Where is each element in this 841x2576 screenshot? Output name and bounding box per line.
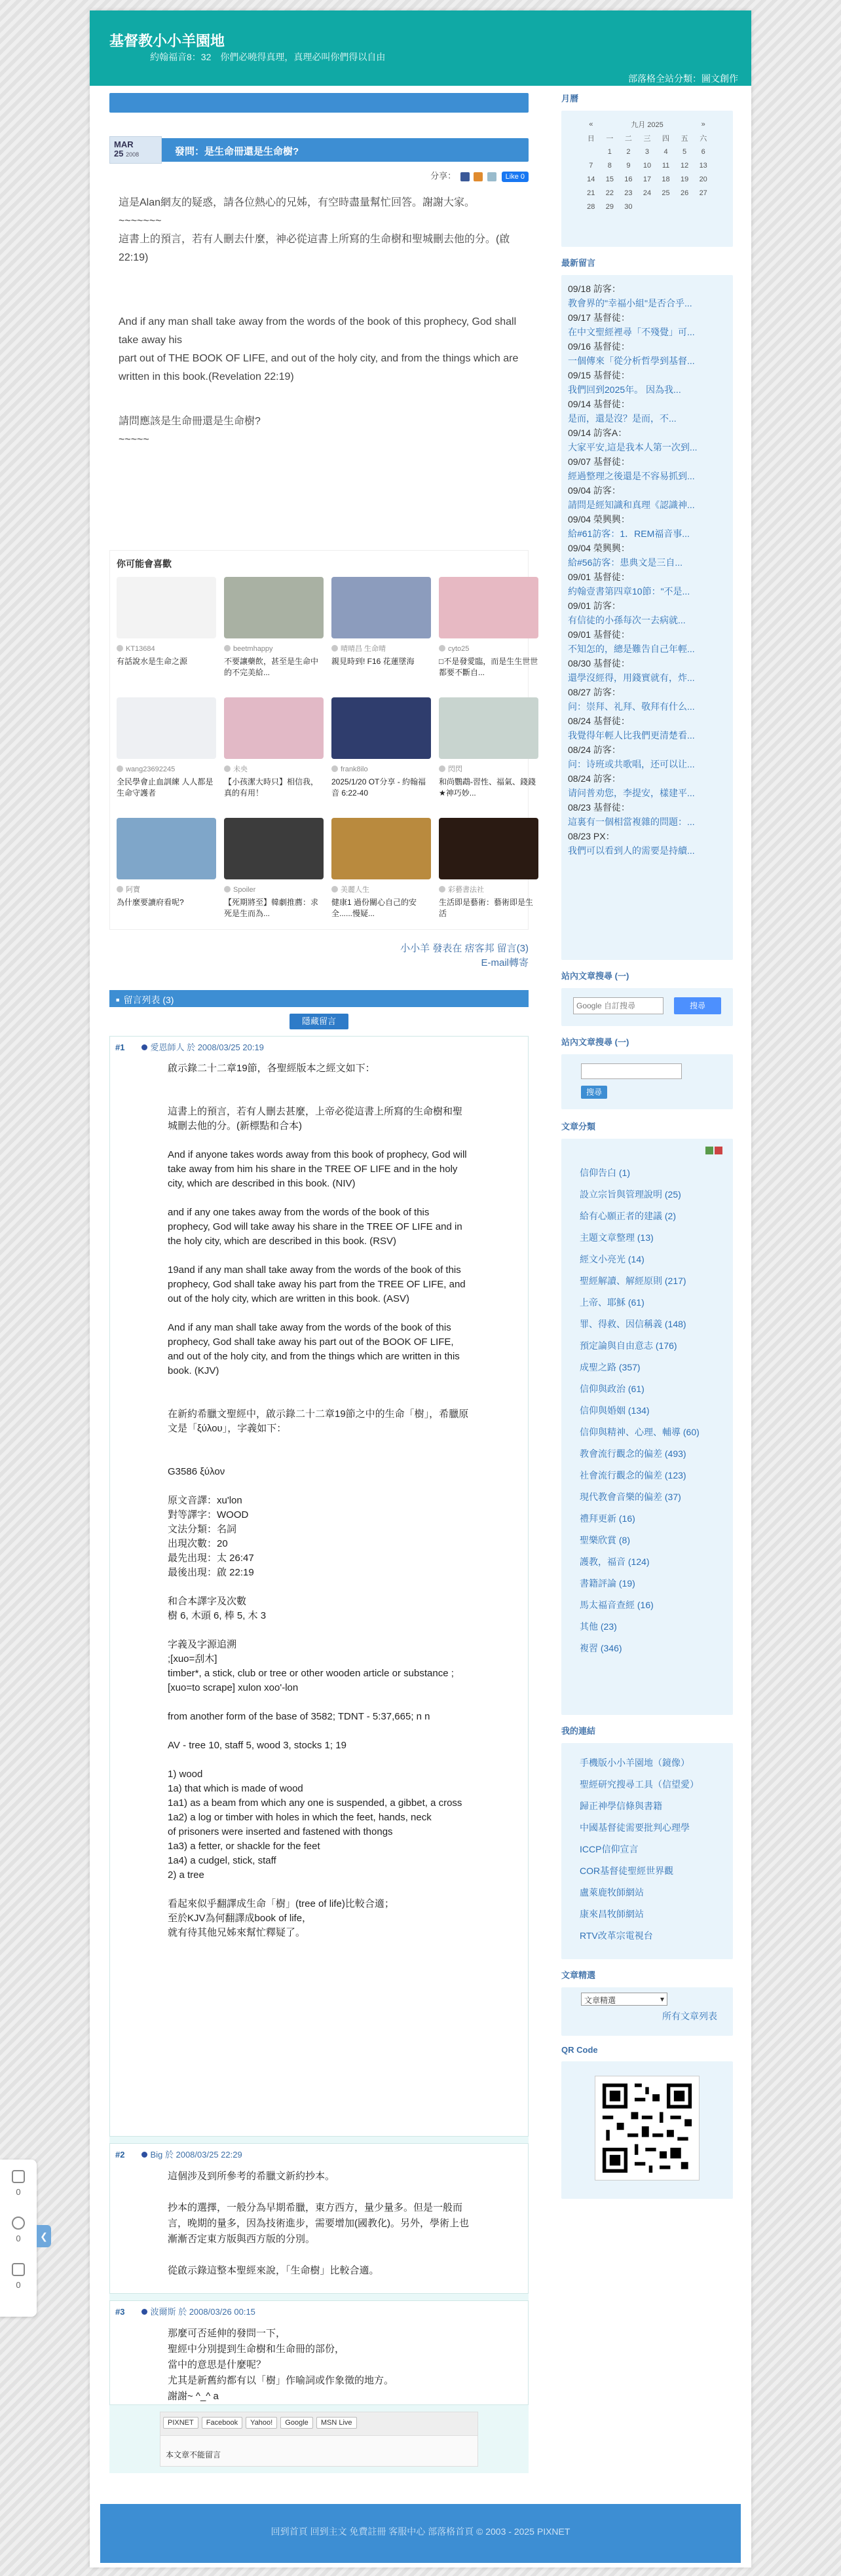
category-item[interactable]: 其他 (23) [580, 1621, 617, 1632]
external-link[interactable]: RTV改革宗電視台 [580, 1930, 653, 1941]
category-item[interactable]: 預定論與自由意志 (176) [580, 1340, 677, 1351]
card-thumbnail [117, 697, 216, 759]
qr-code-icon [595, 2076, 700, 2180]
post-body [109, 194, 529, 449]
comment-meta [115, 2305, 523, 2319]
recent-comment-link[interactable]: 教會界的"幸福小組"是否合乎... [568, 298, 692, 308]
post-footer-meta[interactable]: 小小羊 發表在 痞客邦 留言(3) [400, 943, 529, 954]
comment-meta [115, 2148, 523, 2162]
card-author: KT13684 [117, 644, 216, 655]
calendar-next-icon[interactable]: » [701, 120, 705, 128]
category-toggle-icons[interactable] [705, 1147, 722, 1156]
external-link[interactable]: ICCP信仰宣言 [580, 1844, 639, 1854]
recent-comment-meta: 09/16 基督徒： [568, 341, 630, 352]
bookmark-icon[interactable] [12, 2170, 25, 2183]
external-link[interactable]: 中國基督徒需要批判心理學 [580, 1822, 690, 1833]
blog-header [90, 10, 751, 86]
post-year: 2008 [126, 151, 140, 158]
post-paragraph: 這是Alan網友的疑惑，請各位熱心的兄姊，有空時盡量幫忙回答。謝謝大家。 ~~~~~~~ 這書上的預言，若有人刪去什麼，神必從這書上所寫的生命樹和聖城刪去他的分。(啟22:19) [119, 197, 510, 263]
category-item[interactable]: 信仰與精神、心理、輔導 (60) [580, 1427, 700, 1437]
category-credit[interactable]: 部落格全站分類：圖文創作 [628, 73, 738, 84]
recommended-card[interactable] [117, 577, 216, 688]
recent-comment-meta: 09/01 基督徒： [568, 572, 630, 582]
calendar-weekday: 二 [624, 134, 632, 143]
calendar-day[interactable]: 1 [607, 147, 612, 156]
card-author: frank8ilo [331, 764, 431, 775]
google-share-button[interactable]: Google [280, 2417, 312, 2429]
card-text: 有話說水是生命之源 [117, 657, 188, 666]
card-text: 親見時到! F16 花蓮墜海 [331, 657, 415, 666]
chevron-down-icon: ▾ [660, 1995, 664, 2004]
post-footer [109, 942, 529, 970]
google-search-box [561, 988, 733, 1026]
category-item[interactable]: 給有心願正者的建議 (2) [580, 1211, 676, 1221]
comment-text: 那麼可否延伸的發問一下， 聖經中分別提到生命樹和生命冊的部份， 當中的意思是什麼呢？ 尤其是新舊約都有以「樹」作喻詞或作象徵的地方。 謝謝~ ^_^ a [168, 2328, 394, 2402]
recent-comment-link[interactable]: 我們可以看到人的需要是持續... [568, 845, 695, 856]
comment-number: #1 [115, 1042, 125, 1052]
comment-meta [115, 1040, 523, 1055]
recommended-card[interactable] [117, 697, 216, 809]
card-author: 未央 [224, 764, 324, 775]
calendar-day[interactable]: 7 [589, 161, 593, 170]
card-thumbnail [224, 697, 324, 759]
external-link[interactable]: 聖經研究搜尋工具（信望愛） [580, 1779, 699, 1790]
calendar-title: 月曆 [561, 94, 579, 103]
card-text: 【死期將至】韓劇推薦：求死是生而為... [224, 898, 319, 918]
share-icon[interactable] [12, 2263, 25, 2276]
email-forward-link[interactable]: E-mail轉寄 [481, 957, 529, 968]
archive-select[interactable] [581, 1993, 667, 2006]
recommended-card[interactable] [224, 577, 324, 688]
share-bar [109, 169, 529, 185]
card-text: 全民學會止血訓練 人人都是生命守護者 [117, 777, 214, 798]
archive-box [561, 1987, 733, 2036]
links-list [561, 1743, 733, 1959]
social-buttons-row [160, 2412, 477, 2436]
card-text: 2025/1/20 OT分享 - 約翰福音 6:22-40 [331, 777, 426, 798]
card-text: □不是發愛臨，而是生生世世都要不斷自... [439, 657, 538, 677]
recommended-card[interactable] [331, 818, 431, 929]
external-link[interactable]: 盧萊鹿牧師網站 [580, 1887, 644, 1898]
recent-comment-meta: 08/23 基督徒： [568, 802, 630, 813]
calendar-day [656, 200, 675, 213]
comment-number: #2 [115, 2150, 125, 2160]
comments-closed-note: 本文章不能留言 [166, 2450, 221, 2459]
calendar-day[interactable]: 24 [643, 189, 652, 197]
category-item[interactable]: 馬太福音查經 (16) [580, 1600, 654, 1610]
site-footer[interactable]: 回到首頁 回到主文 免費註冊 客服中心 部落格首頁 © 2003 - 2025 PIXNET [100, 2504, 741, 2563]
post-month: MAR [114, 139, 134, 149]
site-search-button[interactable]: 搜尋 [581, 1086, 607, 1099]
search-title: 站內文章搜尋 (一) [561, 971, 629, 981]
calendar-day[interactable]: 11 [662, 161, 670, 170]
recent-comment-meta: 08/27 訪客： [568, 687, 621, 697]
recommended-card[interactable] [439, 697, 538, 809]
category-item[interactable]: 禮拜更新 (16) [580, 1513, 635, 1524]
calendar-day[interactable]: 19 [680, 175, 689, 183]
search-title-2: 站內文章搜尋 (一) [561, 1037, 629, 1047]
recent-comment-link[interactable]: 我們回到2025年。 因為我... [568, 384, 681, 395]
recommended-card[interactable] [439, 577, 538, 688]
calendar-day [638, 200, 657, 213]
comment-item [109, 1036, 529, 2137]
calendar-day[interactable]: 17 [643, 175, 652, 183]
card-text: 【小孩潔大時只】相信我，真的有用！ [224, 777, 319, 798]
twitter-share-icon[interactable] [487, 172, 496, 181]
blog-title[interactable]: 基督教小小羊園地 [109, 33, 225, 49]
comments-list [109, 1036, 529, 2473]
floating-action-bar [0, 2160, 37, 2317]
pixnet-share-button[interactable]: PIXNET [163, 2417, 198, 2429]
archive-title: 文章精選 [561, 1970, 596, 1980]
card-text: 生活即是藝術：藝術即是生活 [439, 898, 534, 918]
all-posts-link[interactable]: 所有文章列表 [662, 2011, 717, 2021]
reaction-count: 0 [16, 2234, 21, 2243]
recent-comment-meta: 08/24 基督徒： [568, 716, 630, 726]
card-author: wang23692245 [117, 764, 216, 775]
calendar-day[interactable]: 13 [699, 161, 707, 170]
calendar-day[interactable]: 14 [587, 175, 595, 183]
category-item[interactable]: 教會流行觀念的偏差 (493) [580, 1448, 686, 1459]
card-thumbnail [117, 577, 216, 638]
calendar-month: 九月 2025 [631, 120, 663, 129]
calendar-day[interactable]: 12 [680, 161, 689, 170]
recent-comment-link[interactable]: 不知怎的，總是難告自己年輕... [568, 644, 695, 654]
hide-comments-button[interactable]: 隱藏留言 [290, 1014, 348, 1029]
recent-comment-meta: 09/04 榮興興： [568, 543, 630, 553]
calendar-weekday: 四 [662, 134, 670, 143]
like-button[interactable]: Like 0 [502, 172, 529, 182]
calendar-day[interactable]: 29 [605, 202, 614, 211]
calendar-weekday: 五 [681, 134, 688, 143]
calendar-day[interactable]: 20 [699, 175, 707, 183]
recent-comment-meta: 09/01 訪客： [568, 600, 621, 611]
card-text: 和尚鸚鵡-習性、福氣、錢錢★神巧妙... [439, 777, 536, 798]
card-author: cyto25 [439, 644, 538, 655]
collapse-tab-icon[interactable]: ❮ [37, 2225, 51, 2247]
comment-number: #3 [115, 2307, 125, 2317]
category-item[interactable]: 聖樂欣賞 (8) [580, 1535, 630, 1545]
avatar-icon [141, 2152, 147, 2158]
recent-comment-link[interactable]: 約翰壹書第四章10節："不是... [568, 586, 690, 597]
recent-comment-link[interactable]: 還學沒經得，用錢實就有，炸... [568, 672, 695, 683]
recent-comments-title: 最新留言 [561, 258, 596, 268]
category-item[interactable]: 上帝、耶穌 (61) [580, 1297, 645, 1308]
comment-author-date: 波爾斯 於 2008/03/26 00:15 [150, 2307, 255, 2317]
categories-box [561, 1139, 733, 1715]
recent-comment-meta: 09/04 榮興興： [568, 514, 630, 524]
plurk-share-icon[interactable] [474, 172, 483, 181]
category-item[interactable]: 罪、得救、因信稱義 (148) [580, 1319, 686, 1329]
recent-comment-meta: 09/01 基督徒： [568, 629, 630, 640]
external-link[interactable]: 手機版小小羊園地（鏡像） [580, 1757, 690, 1768]
avatar-icon [141, 2309, 147, 2315]
card-thumbnail [439, 577, 538, 638]
calendar-day [694, 200, 713, 213]
categories-list [568, 1145, 726, 1659]
recent-comment-link[interactable]: 在中文聖經裡尋「不殘覺」可... [568, 327, 695, 337]
card-thumbnail [224, 577, 324, 638]
page-wrapper [90, 10, 751, 2567]
recent-comment-meta: 09/17 基督徒： [568, 312, 630, 323]
calendar-day [582, 145, 601, 158]
reaction-icon[interactable] [12, 2217, 25, 2230]
bookmark-count: 0 [16, 2187, 21, 2197]
recent-comment-link[interactable]: 请问普劝您，李提安，樣建平... [568, 788, 695, 798]
recent-comment-meta: 09/18 訪客： [568, 284, 621, 294]
facebook-share-icon[interactable] [460, 172, 470, 181]
card-text: 為什麼要讀府看呢? [117, 898, 184, 907]
post-title[interactable]: 發問：是生命冊還是生命樹? [162, 138, 529, 162]
site-search-input[interactable] [581, 1063, 682, 1079]
comment-item [109, 2300, 529, 2405]
share-count: 0 [16, 2280, 21, 2290]
facebook-share-button[interactable]: Facebook [202, 2417, 242, 2429]
calendar-weekday: 三 [643, 134, 651, 143]
yahoo-share-button[interactable]: Yahoo! [246, 2417, 277, 2429]
recommended-card[interactable] [331, 577, 431, 688]
card-text: 健康1 過份關心自己的安全......慢疑... [331, 898, 417, 918]
recommended-card[interactable] [117, 818, 216, 929]
card-thumbnail [331, 577, 431, 638]
qr-box [561, 2061, 733, 2199]
calendar-day[interactable]: 30 [624, 202, 633, 211]
calendar-day[interactable]: 16 [624, 175, 633, 183]
external-link[interactable]: COR基督徒聖經世界觀 [580, 1866, 674, 1876]
calendar-day[interactable]: 4 [663, 147, 668, 156]
external-link[interactable]: 歸正神學信條與書籍 [580, 1801, 662, 1811]
category-item[interactable]: 聖經解讀、解經原則 (217) [580, 1276, 686, 1286]
recent-comment-meta: 09/07 基督徒： [568, 456, 630, 467]
recent-comment-link[interactable]: 請問是經知識和真理《認識神... [568, 500, 695, 510]
category-item[interactable]: 信仰與婚姻 (134) [580, 1405, 650, 1416]
social-bookmarks [160, 2412, 478, 2467]
card-author: 彩藝書法社 [439, 885, 538, 896]
recommended-card[interactable] [224, 697, 324, 809]
external-link[interactable]: 康來昌牧師網站 [580, 1909, 644, 1919]
msn-share-button[interactable]: MSN Live [316, 2417, 357, 2429]
recent-comment-link[interactable]: 是而，還是沒？是而，不... [568, 413, 677, 424]
category-item[interactable]: 設立宗旨與管理說明 (25) [580, 1189, 681, 1200]
recent-comment-meta: 09/04 訪客： [568, 485, 621, 496]
calendar-day[interactable]: 21 [587, 189, 595, 197]
recent-comment-meta: 08/24 訪客： [568, 773, 621, 784]
recent-comment-meta: 09/14 基督徒： [568, 399, 630, 409]
calendar-day[interactable]: 26 [680, 189, 689, 197]
card-text: 不要讓藥飲，甚至是生命中的不完美給... [224, 657, 319, 677]
site-search-box [561, 1054, 733, 1109]
recent-comment-link[interactable]: 我覺得年輕人比我們更清楚看... [568, 730, 695, 741]
recent-comment-link[interactable]: 一個傳來「從分析哲學到基督... [568, 356, 695, 366]
card-thumbnail [439, 818, 538, 879]
category-item[interactable]: 書籍評論 (19) [580, 1578, 635, 1589]
category-item[interactable]: 社會流行觀念的偏差 (123) [580, 1470, 686, 1481]
main-column [109, 93, 538, 2473]
comment-author-date: 愛恩師人 於 2008/03/25 20:19 [150, 1042, 264, 1052]
google-search-button[interactable]: 搜尋 [674, 997, 721, 1014]
recommended-section [109, 550, 538, 930]
calendar-day[interactable]: 10 [643, 161, 652, 170]
share-label: 分享： [430, 171, 457, 181]
calendar-day[interactable]: 25 [662, 189, 670, 197]
recommended-grid [117, 577, 538, 929]
recent-comment-meta: 09/14 訪客A： [568, 428, 627, 438]
calendar-day[interactable]: 22 [605, 189, 614, 197]
categories-title: 文章分類 [561, 1122, 596, 1132]
category-item[interactable]: 經文小亮光 (14) [580, 1254, 645, 1264]
calendar-day[interactable]: 18 [662, 175, 670, 183]
comment-text: 啟示錄二十二章19節，各聖經版本之經文如下： 這書上的預言，若有人刪去甚麼，上帝必從這書上所寫的生命樹和聖城刪去他的分。(新標點和合本) And if anyone takes words away from this book of prophecy, God will take away from him his share in the TREE OF LIFE and in the holy city, which are described in this book. (NIV) and if any one takes away from the words of the book of this prophecy, God will take away his share in the TREE OF LIFE and in the holy city, which are described in this book. (RSV) 19and if any man shall take away from the words of the book of this prophecy, God shall take away his part from the TREE OF LIFE, and out of the holy city, which are written in this book. (ASV) And if any man shall take away from the words of the book of this prophecy, God shall take away his part out of the BOOK OF LIFE, and out of the holy city, and from the things which are written in this book. (KJV) 在新約希臘文聖經中，啟示錄二十二章19節之中的生命「樹」，希臘原文是「ξύλου」，字義如下： G3586 ξύλον 原文音譯：xu'lon 對等譯字：WOOD 文法分類：名詞 出現次數：20 最先出現：太 26:47 最後出現：啟 22:19 和合本譯字及次數 樹 6, 木頭 6, 棒 5, 木 3 字義及字源追溯 ;[xuo=刮木] timber*, a stick, club or tree or other wooden article or substance ;[xuo=to scrape] xulon xoo'-lon from another form of the base of 3582; TDNT - 5:37,665; n n AV - tree 10, staff 5, wood 3, stocks 1; 19 1) wood 1a) that which is made of wood 1a1) as a beam from which any one is suspended, a gibbet, a cross 1a2) a log or timber with holes in which the feet, hands, neck of prisoners were inserted and fastened with thongs 1a3) a fetter, or shackle for the feet 1a4) a cudgel, stick, staff 2) a tree 看起來似乎翻譯成生命「樹」(tree of life)比較合適； 至於KJV為何翻譯成book of life， 就有待其他兄姊來幫忙釋疑了。 [168, 1063, 469, 1938]
comment-text: 這個涉及到所參考的希臘文新約抄本。 抄本的選擇，一般分為早期希臘，東方西方，量少量多。但是一般而言，晚期的量多，因為技術進步，需要增加(國教化)。另外，學術上也漸漸否定東方版與西方版的分別。 從啟示錄這整本聖經來說，「生命樹」比較合適。 [168, 2171, 469, 2276]
blog-description: 約翰福音8：32 你們必曉得真理，真理必叫你們得以自由 [150, 52, 386, 62]
recommended-card[interactable] [439, 818, 538, 929]
calendar-day[interactable]: 6 [701, 147, 705, 156]
calendar-day[interactable]: 5 [682, 147, 687, 156]
calendar [561, 111, 733, 247]
calendar-weekday: 一 [606, 134, 614, 143]
card-author: 美麗人生 [331, 885, 431, 896]
calendar-weekday: 六 [700, 134, 707, 143]
calendar-day[interactable]: 28 [587, 202, 595, 211]
recent-comment-link[interactable]: 有信徒的小孫每次一去病就... [568, 615, 686, 625]
category-item[interactable]: 主題文章整理 (13) [580, 1232, 654, 1243]
recommended-card[interactable] [224, 818, 324, 929]
calendar-day[interactable]: 27 [699, 189, 707, 197]
calendar-weekday: 日 [587, 134, 595, 143]
recent-comment-meta: 09/15 基督徒： [568, 370, 630, 380]
category-item[interactable]: 信仰告白 (1) [580, 1168, 630, 1178]
card-thumbnail [224, 818, 324, 879]
calendar-day[interactable]: 2 [626, 147, 631, 156]
top-banner-bar [109, 93, 529, 113]
card-author: 閃閃 [439, 764, 538, 775]
card-thumbnail [117, 818, 216, 879]
category-item[interactable]: 現代教會音樂的偏差 (37) [580, 1492, 681, 1502]
calendar-day[interactable]: 15 [605, 175, 614, 183]
card-author: 阿寶 [117, 885, 216, 896]
calendar-prev-icon[interactable]: « [589, 120, 593, 128]
card-thumbnail [331, 818, 431, 879]
qr-title: QR Code [561, 2045, 598, 2055]
recent-comment-meta: 08/24 訪客： [568, 745, 621, 755]
post-date [109, 136, 162, 164]
recommended-title: 你可能會喜歡 [117, 559, 172, 569]
calendar-day[interactable]: 8 [607, 161, 612, 170]
recent-comments [561, 275, 733, 960]
recommended-card[interactable] [331, 697, 431, 809]
comment-author-date: Big 於 2008/03/25 22:29 [150, 2150, 242, 2160]
category-item[interactable]: 成聖之路 (357) [580, 1362, 641, 1372]
card-author: Spoiler [224, 885, 324, 896]
recent-comment-meta: 08/23 PX： [568, 831, 615, 841]
card-author: beetmhappy [224, 644, 324, 655]
recent-comment-link[interactable]: 這裏有一個相當複雜的問題：... [568, 817, 695, 827]
post-header [109, 136, 529, 164]
google-search-input[interactable] [573, 997, 663, 1014]
post-paragraph: And if any man shall take away from the words of the book of this prophecy, God shall take away his part out of THE BOOK OF LIFE, and out of the holy city, and from the things which are written in this book.(Revelation 22:19) [119, 316, 519, 382]
calendar-day[interactable]: 9 [626, 161, 631, 170]
recent-comment-link[interactable]: 大家平安,這是我本人第一次到... [568, 442, 698, 452]
card-author: 晴晴昌 生命晴 [331, 644, 431, 655]
post-paragraph: 請問應該是生命冊還是生命樹? ~~~~~ [119, 416, 261, 445]
links-title: 我的連結 [561, 1726, 596, 1736]
calendar-day[interactable]: 23 [624, 189, 633, 197]
category-item[interactable]: 複習 (346) [580, 1643, 622, 1653]
recent-comment-link[interactable]: 问：诗班或共歌唱，还可以让... [568, 759, 695, 769]
avatar-icon [141, 1044, 147, 1050]
comments-header: ■ 留言列表 (3) [109, 990, 529, 1007]
recent-comment-meta: 08/30 基督徒： [568, 658, 630, 669]
sidebar [561, 92, 733, 2199]
recent-comment-link[interactable]: 給#61訪客：1．REM福音事... [568, 528, 690, 539]
recent-comment-link[interactable]: 經過整理之後還是不容易抓到... [568, 471, 695, 481]
calendar-day[interactable]: 3 [645, 147, 650, 156]
recent-comment-link[interactable]: 问：崇拜、礼拜、敬拜有什么... [568, 701, 695, 712]
card-thumbnail [331, 697, 431, 759]
post-day: 25 [114, 149, 124, 158]
category-item[interactable]: 信仰與政治 (61) [580, 1384, 645, 1394]
card-thumbnail [439, 697, 538, 759]
category-item[interactable]: 護教，福音 (124) [580, 1556, 650, 1567]
calendar-day [675, 200, 694, 213]
archive-select-value: 文章精選 [584, 1996, 616, 2005]
comment-item [109, 2143, 529, 2294]
recent-comment-link[interactable]: 給#56訪客：患典文是三自... [568, 557, 683, 568]
comments-section [109, 990, 529, 2473]
